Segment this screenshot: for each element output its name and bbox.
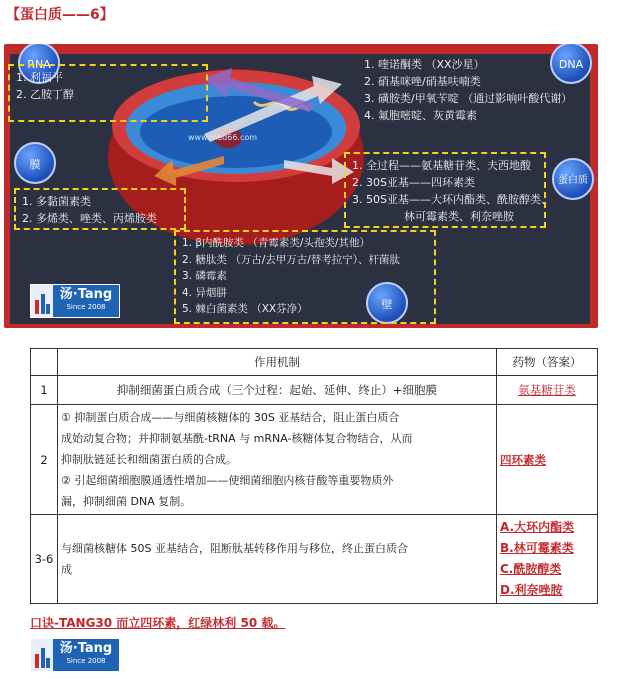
dna-drug-item: 3. 磺胺类/甲氧苄啶 （通过影响叶酸代谢） bbox=[364, 92, 573, 105]
dna-drug-item: 4. 氟胞嘧啶、灰黄霉素 bbox=[364, 109, 477, 122]
protein-drug-item: 1. 全过程——氨基糖苷类、夫西地酸 bbox=[352, 159, 531, 172]
mechanism-text: 成 bbox=[61, 563, 72, 576]
wall-drug-item: 3. 磷霉素 bbox=[182, 270, 227, 282]
header-cell bbox=[31, 349, 58, 376]
footer-tang-logo bbox=[30, 638, 120, 672]
arrow-to-rna-icon bbox=[204, 64, 314, 114]
mechanism-text: 抑制细菌蛋白质合成（三个过程：起始、延伸、终止）+细胞膜 bbox=[116, 383, 438, 397]
drug-option: D.利奈唑胺 bbox=[500, 583, 563, 597]
protein-drug-item: 2. 30S亚基——四环素类 bbox=[352, 176, 475, 189]
row-number: 3-6 bbox=[31, 515, 58, 604]
rna-drug-item: 1. 利福平 bbox=[16, 71, 63, 84]
membrane-drug-box bbox=[14, 188, 186, 230]
tang-logo-mark-icon bbox=[31, 639, 53, 671]
header-cell: 药物（答案） bbox=[497, 349, 598, 376]
mechanism-cell bbox=[58, 376, 497, 405]
drug-cell bbox=[497, 515, 598, 604]
protein-drug-item: 3. 50S亚基——大环内酯类、酰胺醇类、 bbox=[352, 193, 552, 206]
table-row bbox=[31, 515, 598, 604]
dna-drug-list bbox=[364, 56, 572, 124]
rna-drug-item: 2. 乙胺丁醇 bbox=[16, 88, 74, 101]
table-header-row bbox=[31, 349, 598, 376]
drug-option: C.酰胺醇类 bbox=[500, 562, 562, 576]
mechanism-text: 抑制肽链延长和细菌蛋白质的合成。 bbox=[61, 453, 237, 466]
wall-circle-icon: 壁 bbox=[366, 282, 408, 324]
mechanism-text: ② 引起细菌细胞膜通透性增加——使细菌细胞内核苷酸等重要物质外 bbox=[61, 474, 394, 487]
section-heading: 【蛋白质——6】 bbox=[6, 7, 114, 23]
row-number: 2 bbox=[31, 405, 58, 515]
logo-name: 汤·Tang bbox=[59, 641, 113, 656]
table-row bbox=[31, 376, 598, 405]
protein-circle-icon: 蛋白质 bbox=[552, 158, 594, 200]
rna-circle-icon: RNA bbox=[18, 44, 60, 84]
drug-cell bbox=[497, 376, 598, 405]
drug-cell bbox=[497, 405, 598, 515]
drug-answer: 氨基糖苷类 bbox=[518, 383, 576, 397]
arrow-to-membrane-icon bbox=[154, 152, 224, 192]
membrane-drug-item: 1. 多黏菌素类 bbox=[22, 195, 91, 208]
wall-drug-item: 1. β内酰胺类 （青霉素类/头孢类/其他） bbox=[182, 237, 370, 249]
mechanism-cell bbox=[58, 405, 497, 515]
membrane-drug-item: 2. 多烯类、唑类、丙烯胺类 bbox=[22, 212, 157, 225]
rna-drug-box bbox=[8, 64, 208, 122]
mechanism-cell bbox=[58, 515, 497, 604]
logo-since: Since 2008 bbox=[66, 303, 106, 311]
mechanism-text: 与细菌核糖体 50S 亚基结合，阻断肽基转移作用与移位，终止蛋白质合 bbox=[61, 542, 408, 555]
row-number: 1 bbox=[31, 376, 58, 405]
header-cell: 作用机制 bbox=[58, 349, 497, 376]
diagram-watermark: www.med66.com bbox=[188, 133, 258, 142]
wall-drug-item: 5. 棘白菌素类 （XX芬净） bbox=[182, 303, 308, 315]
drug-answer: 四环素类 bbox=[500, 452, 546, 467]
tang-logo-mark-icon bbox=[31, 285, 53, 317]
tang-logo bbox=[30, 284, 120, 318]
mechanism-table bbox=[30, 348, 598, 604]
protein-synthesis-drug-box bbox=[344, 152, 552, 228]
cell-wall-drug-box bbox=[174, 230, 436, 324]
protein-drug-item: 林可霉素类、利奈唑胺 bbox=[404, 210, 514, 223]
dna-drug-item: 1. 喹诺酮类 （XX沙星） bbox=[364, 58, 485, 71]
dna-circle-icon: DNA bbox=[550, 44, 592, 84]
wall-drug-item: 4. 异烟肼 bbox=[182, 286, 227, 299]
logo-since: Since 2008 bbox=[66, 657, 106, 665]
drug-option: A.大环内酯类 bbox=[500, 520, 575, 534]
logo-name: 汤·Tang bbox=[59, 287, 113, 302]
mechanism-text: 漏，抑制细菌 DNA 复制。 bbox=[61, 495, 192, 508]
membrane-circle-icon: 膜 bbox=[14, 142, 56, 184]
mechanism-text: 成始动复合物；并抑制氨基酰-tRNA 与 mRNA-核糖体复合物结合，从而 bbox=[61, 432, 413, 445]
dna-drug-item: 2. 硝基咪唑/硝基呋喃类 bbox=[364, 75, 481, 88]
table-row bbox=[31, 405, 598, 515]
mnemonic-text: 口诀-TANG30 而立四环素，红绿林利 50 载。 bbox=[30, 616, 286, 630]
wall-drug-item: 2. 糖肽类 （万古/去甲万古/替考拉宁）、杆菌肽 bbox=[182, 253, 401, 266]
drug-option: B.林可霉素类 bbox=[500, 541, 574, 555]
mechanism-text: ① 抑制蛋白质合成——与细菌核糖体的 30S 亚基结合，阻止蛋白质合 bbox=[61, 411, 400, 424]
antibiotic-target-diagram bbox=[4, 44, 598, 328]
